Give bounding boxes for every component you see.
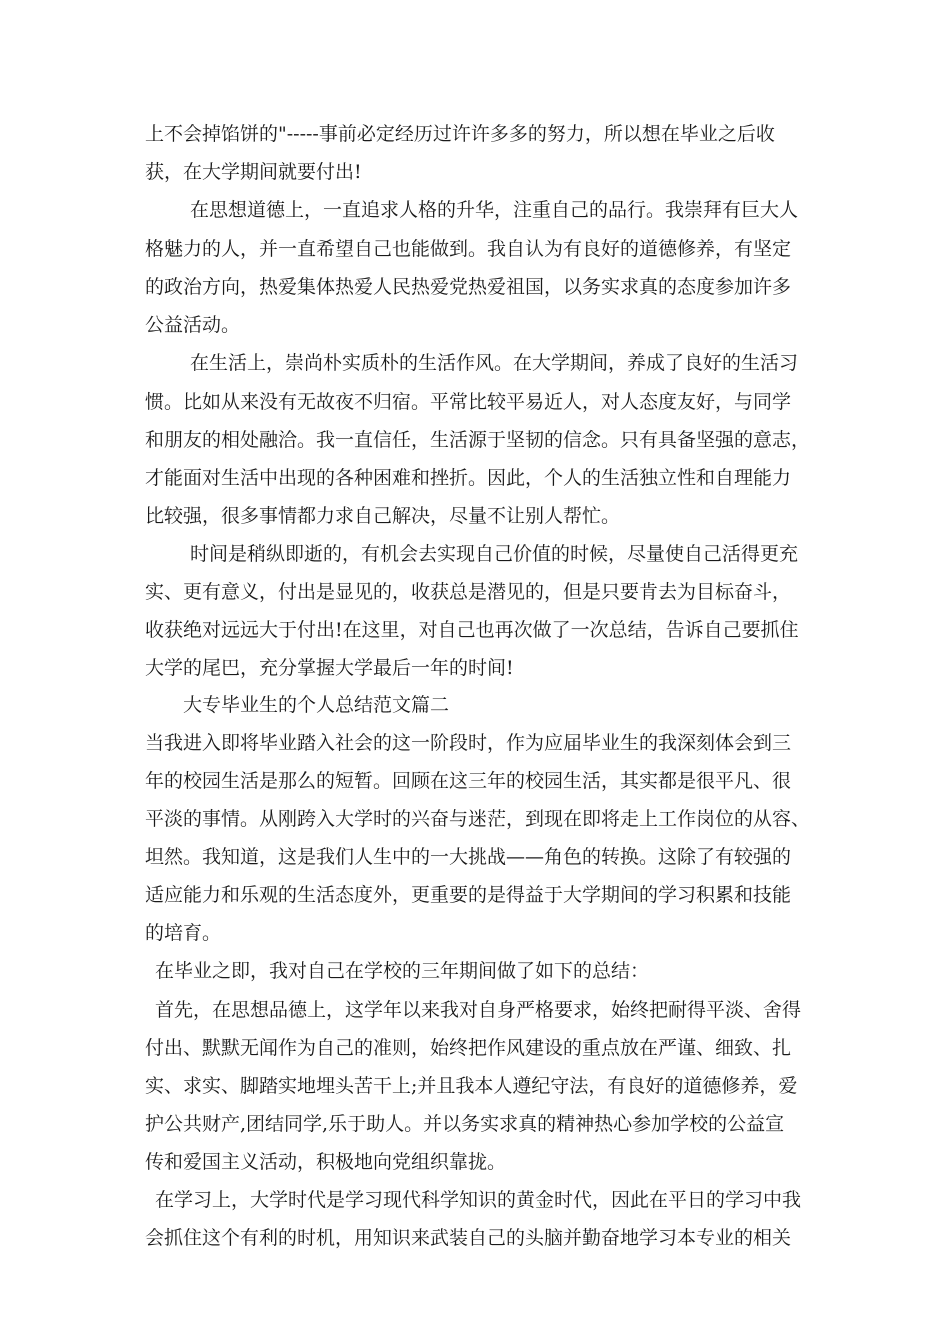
text-line: 实、求实、脚踏实地埋头苦干上;并且我本人遵纪守法，有良好的道德修养，爱 [145, 1075, 798, 1097]
text-line: 获，在大学期间就要付出! [145, 161, 362, 183]
text-line: 平淡的事情。从刚跨入大学时的兴奋与迷茫，到现在即将走上工作岗位的从容、 [145, 808, 811, 830]
text-line: 实、更有意义，付出是显见的，收获总是潜见的，但是只要肯去为目标奋斗， [145, 581, 792, 603]
text-line: 首先，在思想品德上，这学年以来我对自身严格要求，始终把耐得平淡、舍得 [155, 999, 802, 1021]
text-line: 当我进入即将毕业踏入社会的这一阶段时，作为应届毕业生的我深刻体会到三 [145, 732, 792, 754]
text-line: 传和爱国主义活动，积极地向党组织靠拢。 [145, 1151, 507, 1173]
text-line: 在毕业之即，我对自己在学校的三年期间做了如下的总结： [155, 960, 650, 982]
text-line: 适应能力和乐观的生活态度外，更重要的是得益于大学期间的学习积累和技能 [145, 884, 792, 906]
text-line: 坦然。我知道，这是我们人生中的一大挑战——角色的转换。这除了有较强的 [145, 846, 792, 868]
text-line: 公益活动。 [145, 314, 241, 336]
text-line: 的政治方向，热爱集体热爱人民热爱党热爱祖国，以务实求真的态度参加许多 [145, 276, 792, 298]
text-line: 大学的尾巴，充分掌握大学最后一年的时间! [145, 657, 514, 679]
text-line: 的培育。 [145, 922, 222, 944]
text-line: 护公共财产,团结同学,乐于助人。并以务实求真的精神热心参加学校的公益宣 [145, 1113, 785, 1135]
section-heading: 大专毕业生的个人总结范文篇二 [183, 694, 450, 716]
text-line: 惯。比如从来没有无故夜不归宿。平常比较平易近人，对人态度友好，与同学 [145, 391, 792, 413]
text-line: 才能面对生活中出现的各种困难和挫折。因此，个人的生活独立性和自理能力 [145, 467, 792, 489]
text-line: 和朋友的相处融洽。我一直信任，生活源于坚韧的信念。只有具备坚强的意志， [145, 429, 811, 451]
text-line: 会抓住这个有利的时机，用知识来武装自己的头脑并勤奋地学习本专业的相关 [145, 1227, 792, 1249]
text-line: 年的校园生活是那么的短暂。回顾在这三年的校园生活，其实都是很平凡、很 [145, 770, 792, 792]
text-line: 付出、默默无闻作为自己的准则，始终把作风建设的重点放在严谨、细致、扎 [145, 1037, 792, 1059]
text-line: 在学习上，大学时代是学习现代科学知识的黄金时代，因此在平日的学习中我 [155, 1189, 802, 1211]
text-line: 在生活上，崇尚朴实质朴的生活作风。在大学期间，养成了良好的生活习 [190, 352, 799, 374]
text-line: 格魅力的人，并一直希望自己也能做到。我自认为有良好的道德修养，有坚定 [145, 238, 792, 260]
text-line: 比较强，很多事情都力求自己解决，尽量不让别人帮忙。 [145, 505, 621, 527]
text-line: 在思想道德上，一直追求人格的升华，注重自己的品行。我崇拜有巨大人 [190, 199, 799, 221]
text-line: 上不会掉馅饼的"-----事前必定经历过许许多多的努力，所以想在毕业之后收 [145, 123, 775, 145]
text-line: 收获绝对远远大于付出!在这里，对自己也再次做了一次总结，告诉自己要抓住 [145, 619, 799, 641]
text-line: 时间是稍纵即逝的，有机会去实现自己价值的时候，尽量使自己活得更充 [190, 543, 799, 565]
